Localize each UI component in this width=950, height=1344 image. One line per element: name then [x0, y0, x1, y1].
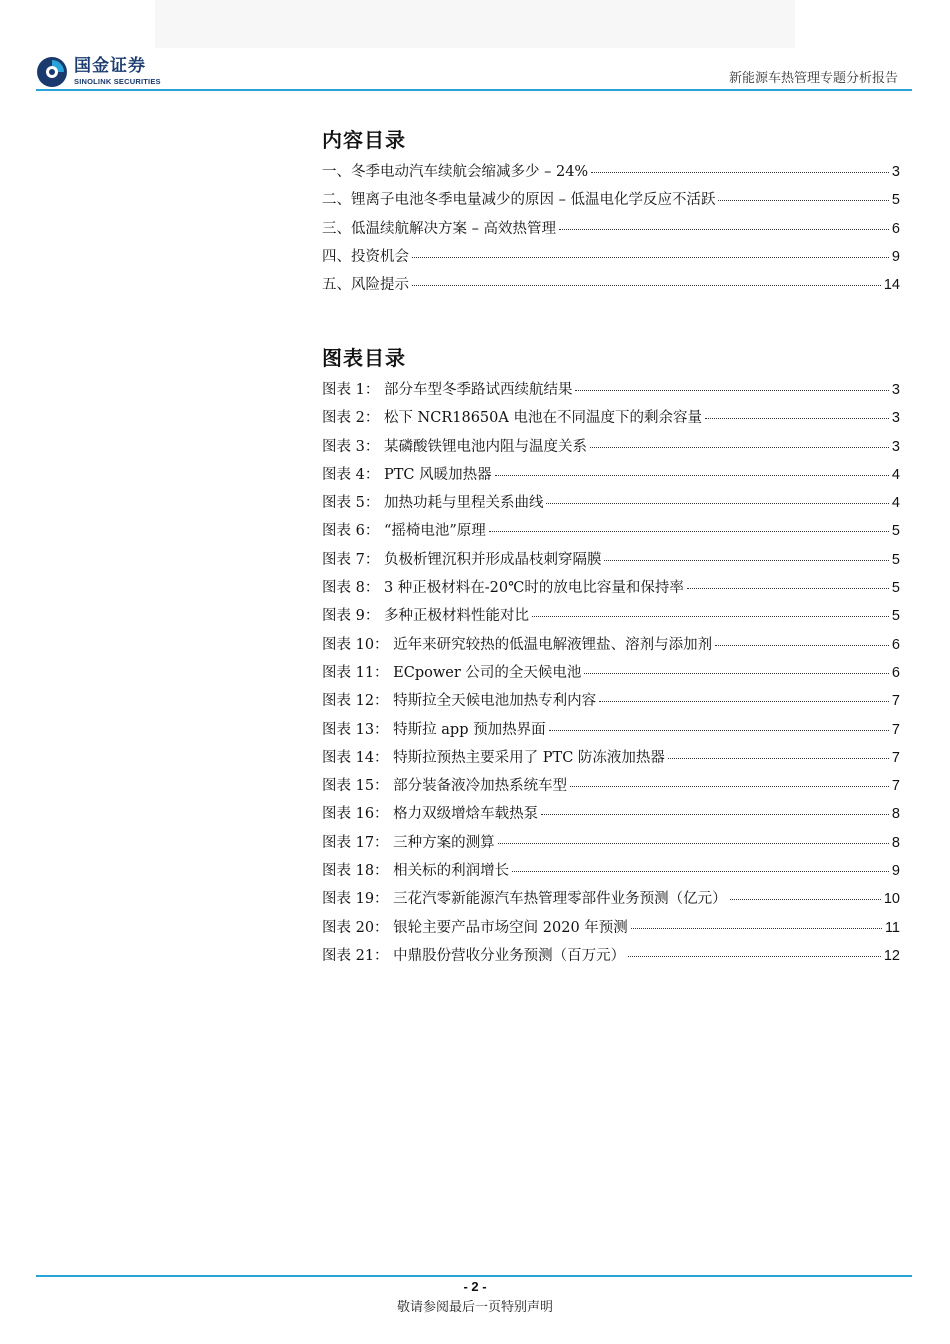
company-logo: [36, 56, 161, 88]
entry-label: 二、锂离子电池冬季电量减少的原因 – 低温电化学反应不活跃: [322, 192, 716, 209]
entry-label: 图表 12： 特斯拉全天候电池加热专利内容: [322, 693, 597, 710]
entry-page-number: 6: [891, 636, 900, 653]
dot-leader: [412, 257, 889, 258]
entry-label: 三、低温续航解决方案 – 高效热管理: [322, 220, 556, 237]
figures-list: [322, 378, 900, 972]
figures-title: 图表目录: [322, 346, 406, 370]
dot-leader: [590, 447, 889, 448]
entry-label: 五、风险提示: [322, 277, 409, 294]
entry-page-number: 7: [891, 749, 900, 766]
entry-label: 图表 3： 某磷酸铁锂电池内阻与温度关系: [322, 438, 587, 455]
logo-chinese-name: 国金证券: [74, 56, 146, 77]
entry-label: 图表 6： “摇椅电池”原理: [322, 523, 486, 540]
dot-leader: [599, 701, 889, 702]
entry-label: 图表 17： 三种方案的测算: [322, 834, 495, 851]
figure-entry[interactable]: [322, 718, 900, 746]
top-band: [155, 0, 795, 48]
figure-entry[interactable]: [322, 633, 900, 661]
entry-page-number: 9: [891, 248, 900, 265]
figure-entry[interactable]: [322, 802, 900, 830]
figure-entry[interactable]: [322, 378, 900, 406]
dot-leader: [584, 673, 889, 674]
entry-page-number: 3: [891, 410, 900, 427]
figure-entry[interactable]: [322, 831, 900, 859]
contents-entry[interactable]: [322, 160, 900, 188]
figure-entry[interactable]: [322, 774, 900, 802]
dot-leader: [570, 786, 889, 787]
logo-english-name: SINOLINK SECURITIES: [74, 77, 161, 87]
dot-leader: [591, 172, 889, 173]
dot-leader: [730, 899, 881, 900]
dot-leader: [668, 758, 889, 759]
entry-label: 图表 19： 三花汽零新能源汽车热管理零部件业务预测（亿元）: [322, 891, 727, 908]
contents-entry[interactable]: [322, 245, 900, 273]
entry-label: 图表 15： 部分装备液冷加热系统车型: [322, 778, 568, 795]
contents-title: 内容目录: [322, 128, 406, 152]
figure-entry[interactable]: [322, 689, 900, 717]
figure-entry[interactable]: [322, 746, 900, 774]
entry-page-number: 3: [891, 164, 900, 180]
entry-label: 图表 11： ECpower 公司的全天候电池: [322, 664, 582, 681]
dot-leader: [489, 531, 889, 532]
dot-leader: [512, 871, 889, 872]
entry-label: 图表 14： 特斯拉预热主要采用了 PTC 防冻液加热器: [322, 749, 665, 766]
entry-label: 图表 13： 特斯拉 app 预加热界面: [322, 721, 546, 738]
contents-entry[interactable]: [322, 273, 900, 301]
report-title: 新能源车热管理专题分析报告: [728, 71, 898, 86]
figure-entry[interactable]: [322, 519, 900, 547]
page-number: - 2 -: [463, 1279, 487, 1294]
entry-page-number: 6: [891, 220, 900, 237]
entry-page-number: 7: [891, 778, 900, 795]
dot-leader: [412, 285, 881, 286]
dot-leader: [495, 475, 889, 476]
sinolink-logo-icon: [36, 56, 68, 88]
entry-page-number: 5: [891, 523, 900, 540]
entry-page-number: 4: [891, 466, 900, 483]
figure-entry[interactable]: [322, 576, 900, 604]
dot-leader: [541, 814, 889, 815]
figure-entry[interactable]: [322, 916, 900, 944]
entry-page-number: 11: [884, 919, 900, 936]
figure-entry[interactable]: [322, 406, 900, 434]
entry-page-number: 7: [891, 721, 900, 738]
entry-label: 图表 18： 相关标的利润增长: [322, 863, 510, 880]
entry-label: 一、冬季电动汽车续航会缩减多少 – 24%: [322, 164, 589, 180]
figure-entry[interactable]: [322, 604, 900, 632]
dot-leader: [498, 843, 889, 844]
entry-page-number: 3: [891, 382, 900, 398]
figure-entry[interactable]: [322, 859, 900, 887]
entry-label: 图表 5： 加热功耗与里程关系曲线: [322, 495, 544, 512]
entry-label: 图表 21： 中鼎股份营收分业务预测（百万元）: [322, 947, 626, 964]
dot-leader: [687, 588, 889, 589]
contents-entry[interactable]: [322, 188, 900, 216]
dot-leader: [546, 503, 888, 504]
entry-page-number: 12: [883, 947, 900, 964]
entry-label: 图表 8： 3 种正极材料在-20℃时的放电比容量和保持率: [322, 580, 684, 597]
entry-page-number: 3: [891, 438, 900, 455]
dot-leader: [631, 928, 882, 929]
figure-entry[interactable]: [322, 491, 900, 519]
dot-leader: [604, 560, 888, 561]
entry-page-number: 6: [891, 664, 900, 681]
footer-disclaimer: 敬请参阅最后一页特别声明: [396, 1300, 553, 1315]
entry-page-number: 5: [891, 551, 900, 568]
entry-page-number: 7: [891, 693, 900, 710]
contents-list: [322, 160, 900, 301]
footer-divider: [36, 1275, 912, 1277]
dot-leader: [715, 645, 889, 646]
dot-leader: [705, 418, 889, 419]
entry-page-number: 8: [891, 806, 900, 823]
entry-label: 图表 1： 部分车型冬季路试西续航结果: [322, 382, 573, 398]
dot-leader: [575, 390, 888, 391]
entry-page-number: 14: [883, 277, 900, 294]
figure-entry[interactable]: [322, 435, 900, 463]
entry-page-number: 9: [891, 863, 900, 880]
header-divider: [36, 89, 912, 91]
figure-entry[interactable]: [322, 548, 900, 576]
entry-label: 图表 16： 格力双级增焓车载热泵: [322, 806, 539, 823]
entry-page-number: 10: [883, 891, 900, 908]
entry-page-number: 5: [891, 608, 900, 625]
dot-leader: [549, 730, 889, 731]
contents-section: [322, 124, 900, 301]
dot-leader: [532, 616, 889, 617]
entry-label: 图表 20： 银轮主要产品市场空间 2020 年预测: [322, 919, 628, 936]
dot-leader: [559, 229, 889, 230]
figure-entry[interactable]: [322, 463, 900, 491]
entry-page-number: 5: [891, 192, 900, 209]
entry-label: 四、投资机会: [322, 248, 409, 265]
figure-entry[interactable]: [322, 661, 900, 689]
entry-label: 图表 7： 负极析锂沉积并形成晶枝刺穿隔膜: [322, 551, 602, 568]
entry-page-number: 4: [891, 495, 900, 512]
entry-label: 图表 2： 松下 NCR18650A 电池在不同温度下的剩余容量: [322, 410, 702, 427]
figure-entry[interactable]: [322, 887, 900, 915]
entry-label: 图表 9： 多种正极材料性能对比: [322, 608, 529, 625]
entry-label: 图表 10： 近年来研究较热的低温电解液锂盐、溶剂与添加剂: [322, 636, 713, 653]
dot-leader: [628, 956, 881, 957]
contents-entry[interactable]: [322, 217, 900, 245]
figures-section: [322, 342, 900, 972]
entry-label: 图表 4： PTC 风暖加热器: [322, 466, 492, 483]
entry-page-number: 8: [891, 834, 900, 851]
figure-entry[interactable]: [322, 944, 900, 972]
dot-leader: [718, 200, 888, 201]
entry-page-number: 5: [891, 580, 900, 597]
